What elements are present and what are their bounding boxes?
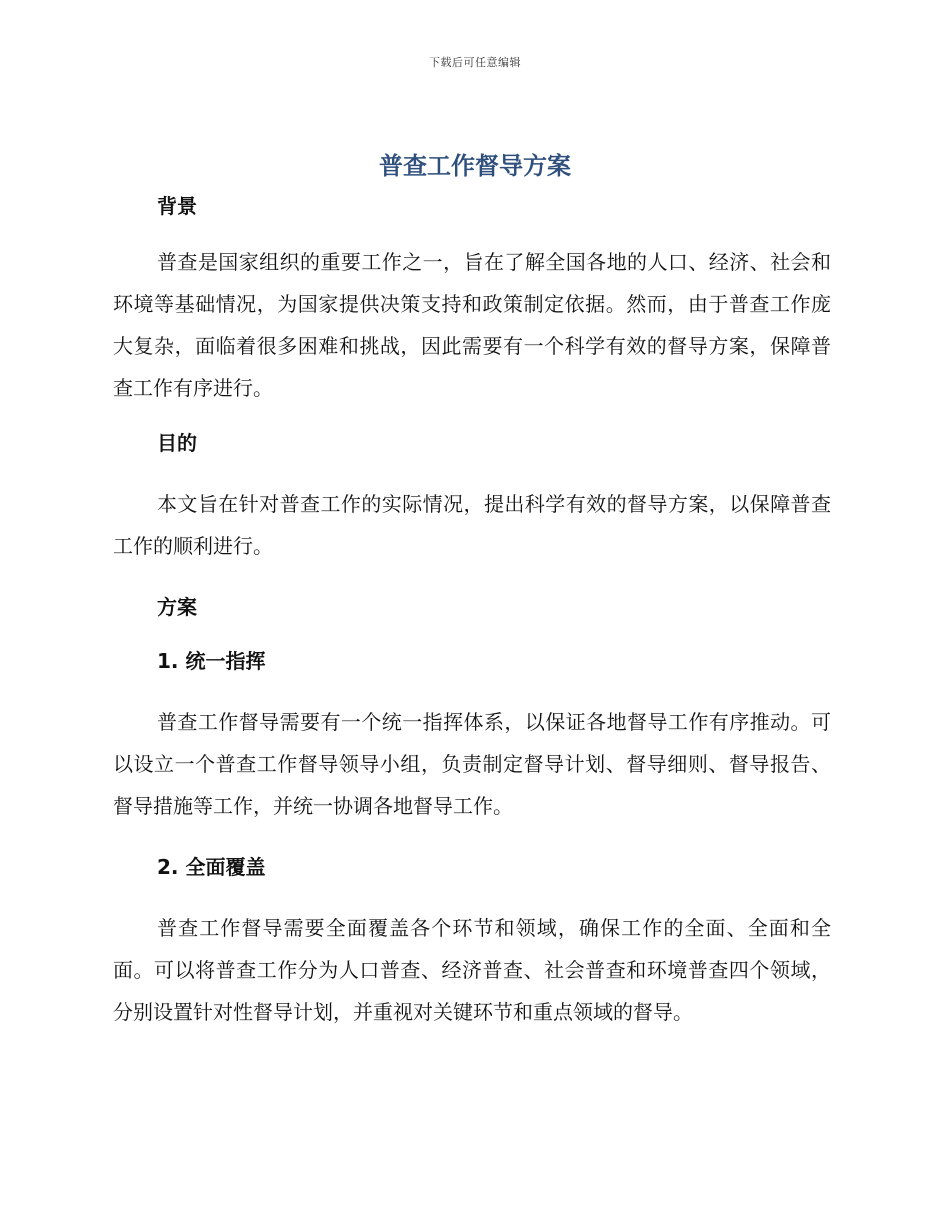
header-note: 下载后可任意编辑 xyxy=(429,56,521,69)
subsection-heading-unified-command: 1. 统一指挥 xyxy=(157,649,266,673)
document-body xyxy=(113,192,831,1033)
subsection-heading-full-coverage: 2. 全面覆盖 xyxy=(157,855,266,879)
section-heading-background: 背景 xyxy=(157,194,197,218)
document-title: 普查工作督导方案 xyxy=(379,152,571,180)
section-paragraph-purpose: 本文旨在针对普查工作的实际情况，提出科学有效的督导方案，以保障普查工作的顺利进行。 xyxy=(113,492,831,558)
section-heading-plan: 方案 xyxy=(157,595,197,619)
subsection-paragraph-full-coverage: 普查工作督导需要全面覆盖各个环节和领域，确保工作的全面、全面和全面。可以将普查工作分为人口普查、经济普查、社会普查和环境普查四个领域，分别设置针对性督导计划，并重视对关键环节和重点领域的督导。 xyxy=(113,916,831,1024)
section-paragraph-background: 普查是国家组织的重要工作之一，旨在了解全国各地的人口、经济、社会和环境等基础情况，为国家提供决策支持和政策制定依据。然而，由于普查工作庞大复杂，面临着很多困难和挑战，因此需要有一个科学有效的督导方案，保障普查工作有序进行。 xyxy=(113,250,831,400)
subsection-paragraph-unified-command: 普查工作督导需要有一个统一指挥体系，以保证各地督导工作有序推动。可以设立一个普查工作督导领导小组，负责制定督导计划、督导细则、督导报告、督导措施等工作，并统一协调各地督导工作。 xyxy=(113,710,831,818)
section-heading-purpose: 目的 xyxy=(157,431,197,455)
